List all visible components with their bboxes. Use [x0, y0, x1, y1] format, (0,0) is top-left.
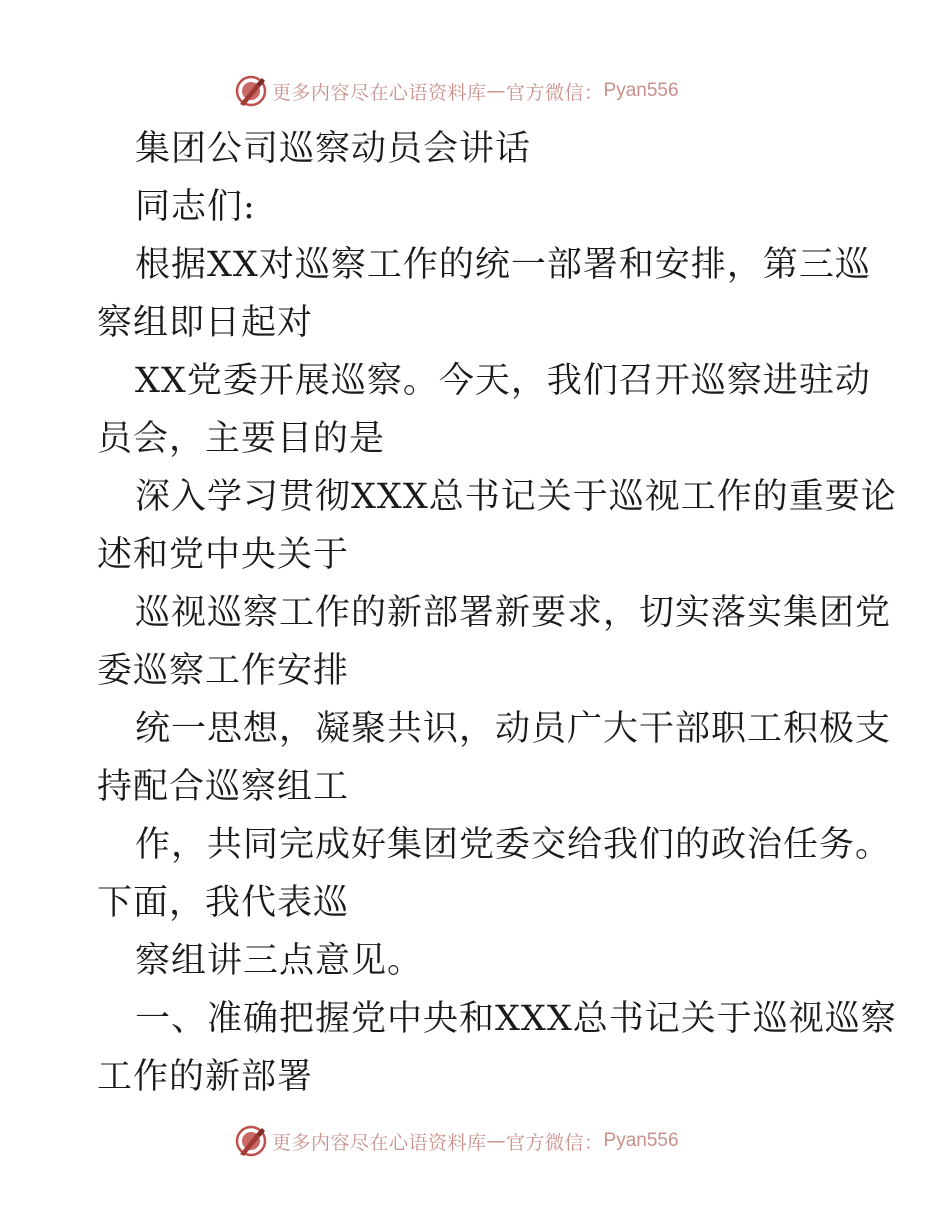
watermark-site-text: 更多内容尽在心语资料库 — [272, 81, 487, 104]
watermark-wechat-label: 官方微信： — [506, 1131, 604, 1154]
watermark-dash: — — [486, 80, 507, 102]
paragraph-line — [97, 526, 857, 584]
footer-watermark — [234, 1123, 754, 1159]
document-body — [97, 120, 897, 1106]
pen-logo-icon — [234, 1124, 268, 1158]
paragraph-line — [97, 758, 857, 816]
watermark-dash: — — [486, 1130, 507, 1152]
paragraph-line — [97, 700, 892, 758]
watermark-site-text: 更多内容尽在心语资料库 — [272, 1131, 487, 1154]
paragraph-line — [97, 352, 871, 410]
watermark-wechat-account: Pyan556 — [603, 80, 679, 101]
pen-logo-icon — [234, 74, 268, 108]
line-text: 根据XX对巡察工作的统一部署和安排，第三巡 — [135, 245, 871, 285]
section-heading — [97, 1048, 857, 1106]
paragraph-line — [97, 642, 857, 700]
document-title — [97, 120, 857, 178]
line-text: 深入学习贯彻XXX总书记关于巡视工作的重要论 — [135, 477, 897, 517]
line-text: 同志们: — [135, 187, 256, 227]
paragraph-line — [97, 236, 871, 294]
section-heading — [97, 990, 897, 1048]
header-watermark — [234, 73, 754, 109]
line-text: 员会，主要目的是 — [97, 419, 386, 459]
line-text: 持配合巡察组工 — [97, 767, 350, 807]
line-text: 察组讲三点意见。 — [135, 941, 424, 981]
paragraph-line — [97, 468, 897, 526]
line-text: 集团公司巡察动员会讲话 — [135, 129, 532, 169]
paragraph-line — [97, 294, 857, 352]
line-text: 统一思想，凝聚共识，动员广大干部职工积极支 — [135, 709, 892, 749]
watermark-wechat-account: Pyan556 — [603, 1130, 679, 1151]
line-text: 巡视巡察工作的新部署新要求，切实落实集团党 — [135, 593, 892, 633]
line-text: 工作的新部署 — [97, 1057, 314, 1097]
line-text: 下面，我代表巡 — [97, 883, 350, 923]
line-text: 察组即日起对 — [97, 303, 314, 343]
paragraph-line — [97, 874, 857, 932]
paragraph-line — [97, 584, 892, 642]
paragraph-line — [97, 932, 857, 990]
line-text: XX党委开展巡察。今天，我们召开巡察进驻动 — [135, 361, 871, 401]
watermark-wechat-label: 官方微信： — [506, 81, 604, 104]
line-text: 述和党中央关于 — [97, 535, 350, 575]
paragraph-line — [97, 410, 857, 468]
line-text: 一、准确把握党中央和XXX总书记关于巡视巡察 — [135, 999, 897, 1039]
line-text: 委巡察工作安排 — [97, 651, 350, 691]
salutation — [97, 178, 857, 236]
line-text: 作，共同完成好集团党委交给我们的政治任务。 — [135, 825, 892, 865]
paragraph-line — [97, 816, 892, 874]
